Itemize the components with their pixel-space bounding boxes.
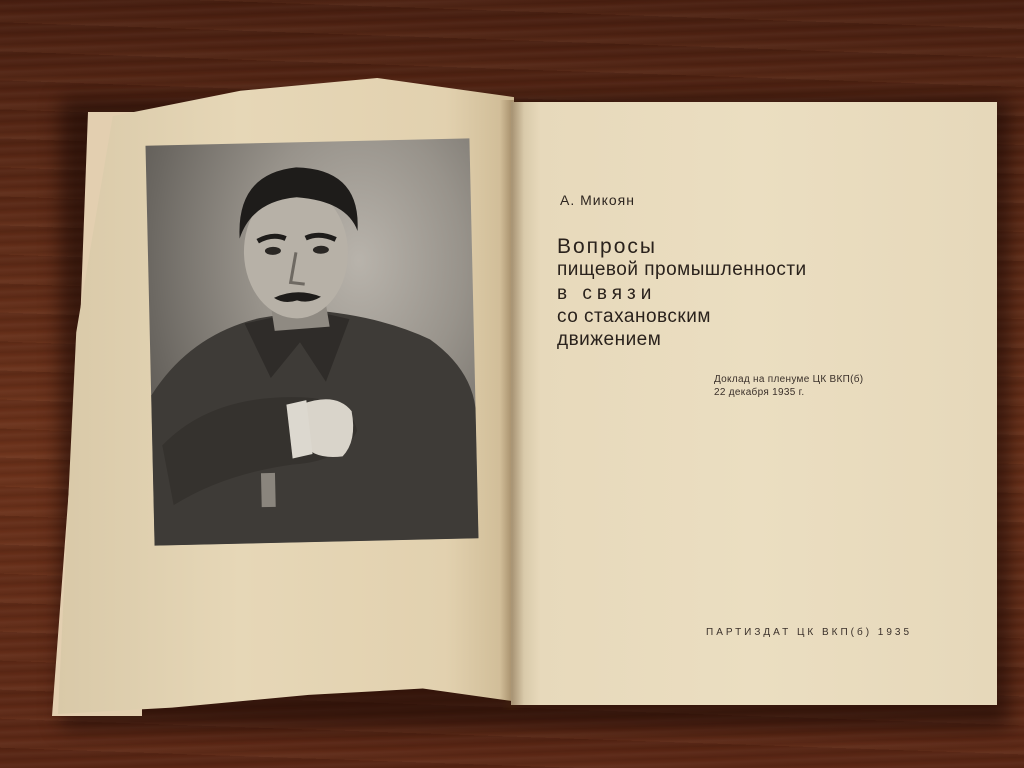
title-line-4: со стахановским: [557, 306, 711, 327]
book-gutter: [500, 100, 524, 710]
title-line-5: движением: [557, 329, 662, 350]
title-line-2: пищевой промышленности: [557, 259, 807, 280]
report-note: [714, 373, 863, 399]
portrait-figure: [146, 138, 479, 545]
portrait-photo: [146, 138, 479, 545]
report-line-1: Доклад на пленуме ЦК ВКП(б): [714, 374, 864, 385]
title-line-1: Вопросы: [557, 235, 658, 258]
author-name: А. Микоян: [560, 192, 635, 208]
publisher-imprint: ПАРТИЗДАТ ЦК ВКП(б) 1935: [706, 627, 913, 638]
title-line-3: в связи: [557, 283, 657, 304]
report-line-2: 22 декабря 1935 г.: [714, 387, 805, 398]
